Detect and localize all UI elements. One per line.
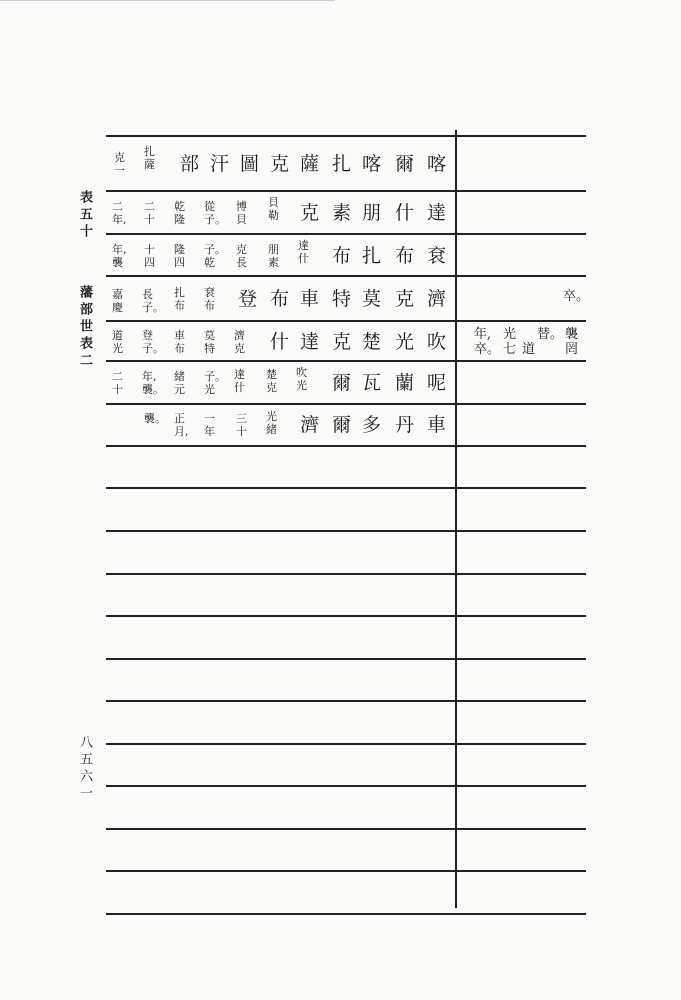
row-annotation: 年, 襲。: [142, 370, 164, 396]
row-annotation: 二 十: [112, 370, 123, 396]
row-annotation: 乾 隆: [174, 200, 185, 226]
main-char: 圖: [240, 153, 260, 175]
main-char: 布: [332, 245, 352, 267]
row-annotation: 子。 乾: [204, 243, 226, 269]
row-annotation: 登 子。: [142, 329, 164, 355]
right-note: 襲 罔: [565, 327, 579, 357]
main-char: 克: [270, 153, 290, 175]
main-char: 薩: [300, 153, 320, 175]
row-rule: [106, 785, 586, 787]
row-rule: [106, 403, 586, 405]
row-annotation: 吹 光: [296, 366, 307, 392]
main-char: 車: [427, 414, 447, 436]
row-annotation: 年, 襲: [112, 243, 127, 269]
table-row: [110, 364, 455, 402]
row-annotation: 濟 克: [234, 329, 245, 355]
row-rule: [106, 320, 586, 322]
row-rule: [106, 275, 586, 277]
row-rule: [106, 487, 586, 489]
main-char: 什: [270, 331, 290, 353]
main-char: 吹: [427, 331, 447, 353]
main-char: 布: [270, 288, 290, 310]
main-char: 爾: [395, 153, 415, 175]
row-annotation: 襲。: [144, 412, 166, 425]
main-char: 呢: [427, 372, 447, 394]
main-char: 袞: [427, 245, 447, 267]
table-row: [110, 143, 455, 185]
row-annotation: 扎 薩: [144, 145, 155, 171]
main-char: 濟: [427, 288, 447, 310]
main-char: 克: [395, 288, 415, 310]
main-char: 達: [427, 202, 447, 224]
main-char: 朋: [362, 202, 382, 224]
row-rule: [106, 190, 586, 192]
main-char: 喀: [362, 153, 382, 175]
table-row: [110, 194, 455, 232]
main-char: 素: [332, 202, 352, 224]
table-row: [110, 237, 455, 275]
main-char: 爾: [332, 414, 352, 436]
main-char: 楚: [362, 331, 382, 353]
row-annotation: 達 什: [234, 368, 245, 394]
row-annotation: 博 貝: [236, 200, 247, 226]
table-number: 表五十: [77, 190, 92, 241]
column-divider: [455, 130, 457, 908]
row-rule: [106, 615, 586, 617]
row-rule: [106, 743, 586, 745]
row-annotation: 一 年: [204, 412, 215, 438]
row-rule: [106, 530, 586, 532]
row-rule: [106, 828, 586, 830]
row-rule: [106, 870, 586, 872]
row-annotation: 克 一: [114, 151, 125, 177]
row-annotation: 二 年,: [112, 200, 127, 226]
right-note: 年, 卒。: [474, 327, 501, 357]
main-char: 部: [180, 153, 200, 175]
row-annotation: 十 四: [144, 243, 155, 269]
row-rule: [106, 573, 586, 575]
main-char: 爾: [332, 372, 352, 394]
main-char: 扎: [362, 245, 382, 267]
row-annotation: 長 子。: [142, 288, 164, 314]
row-rule: [106, 913, 586, 915]
row-annotation: 三 十: [236, 412, 247, 438]
row-annotation: 貝 勒: [268, 196, 279, 222]
right-note: 光 七: [503, 327, 517, 357]
main-char: 特: [332, 288, 352, 310]
row-annotation: 道 光: [112, 329, 123, 355]
main-char: 瓦: [362, 372, 382, 394]
row-annotation: 嘉 慶: [112, 288, 123, 314]
row-annotation: 莫 特: [204, 329, 215, 355]
main-char: 克: [332, 331, 352, 353]
row-annotation: 袞 布: [204, 286, 215, 312]
table-row: [110, 406, 455, 444]
main-char: 多: [362, 414, 382, 436]
page-number: 八五六一: [77, 735, 92, 803]
row-annotation: 從 子。: [204, 200, 226, 226]
scan-edge: [0, 0, 335, 1]
right-note: 卒。: [563, 289, 590, 304]
main-char: 布: [395, 245, 415, 267]
row-annotation: 隆 四: [174, 243, 185, 269]
main-char: 丹: [395, 414, 415, 436]
right-note: 替。: [537, 327, 564, 342]
row-annotation: 二 十: [144, 200, 155, 226]
table-title: 藩部世表二: [77, 285, 92, 370]
table-row: [110, 280, 455, 320]
row-annotation: 車 布: [174, 329, 185, 355]
row-rule: [106, 700, 586, 702]
row-annotation: 子。 光: [204, 370, 226, 396]
row-annotation: 扎 布: [174, 286, 185, 312]
table-row: [110, 323, 455, 361]
row-rule: [106, 135, 586, 137]
row-annotation: 克 長: [236, 243, 247, 269]
main-char: 喀: [427, 153, 447, 175]
row-annotation: 正 月,: [174, 412, 189, 438]
main-char: 扎: [332, 153, 352, 175]
row-annotation: 楚 克: [266, 368, 277, 394]
main-char: 達: [300, 331, 320, 353]
main-char: 汗: [210, 153, 230, 175]
row-annotation: 朋 素: [268, 243, 279, 269]
main-char: 什: [395, 202, 415, 224]
main-char: 濟: [300, 414, 320, 436]
main-char: 光: [395, 331, 415, 353]
main-char: 車: [300, 288, 320, 310]
row-annotation: 達 什: [298, 239, 309, 265]
right-note: 道: [522, 342, 536, 357]
main-char: 登: [238, 288, 258, 310]
main-char: 莫: [362, 288, 382, 310]
row-rule: [106, 445, 586, 447]
row-rule: [106, 233, 586, 235]
row-annotation: 緒 元: [174, 370, 185, 396]
row-annotation: 光 緒: [266, 410, 277, 436]
main-char: 克: [300, 202, 320, 224]
row-rule: [106, 658, 586, 660]
main-char: 蘭: [395, 372, 415, 394]
